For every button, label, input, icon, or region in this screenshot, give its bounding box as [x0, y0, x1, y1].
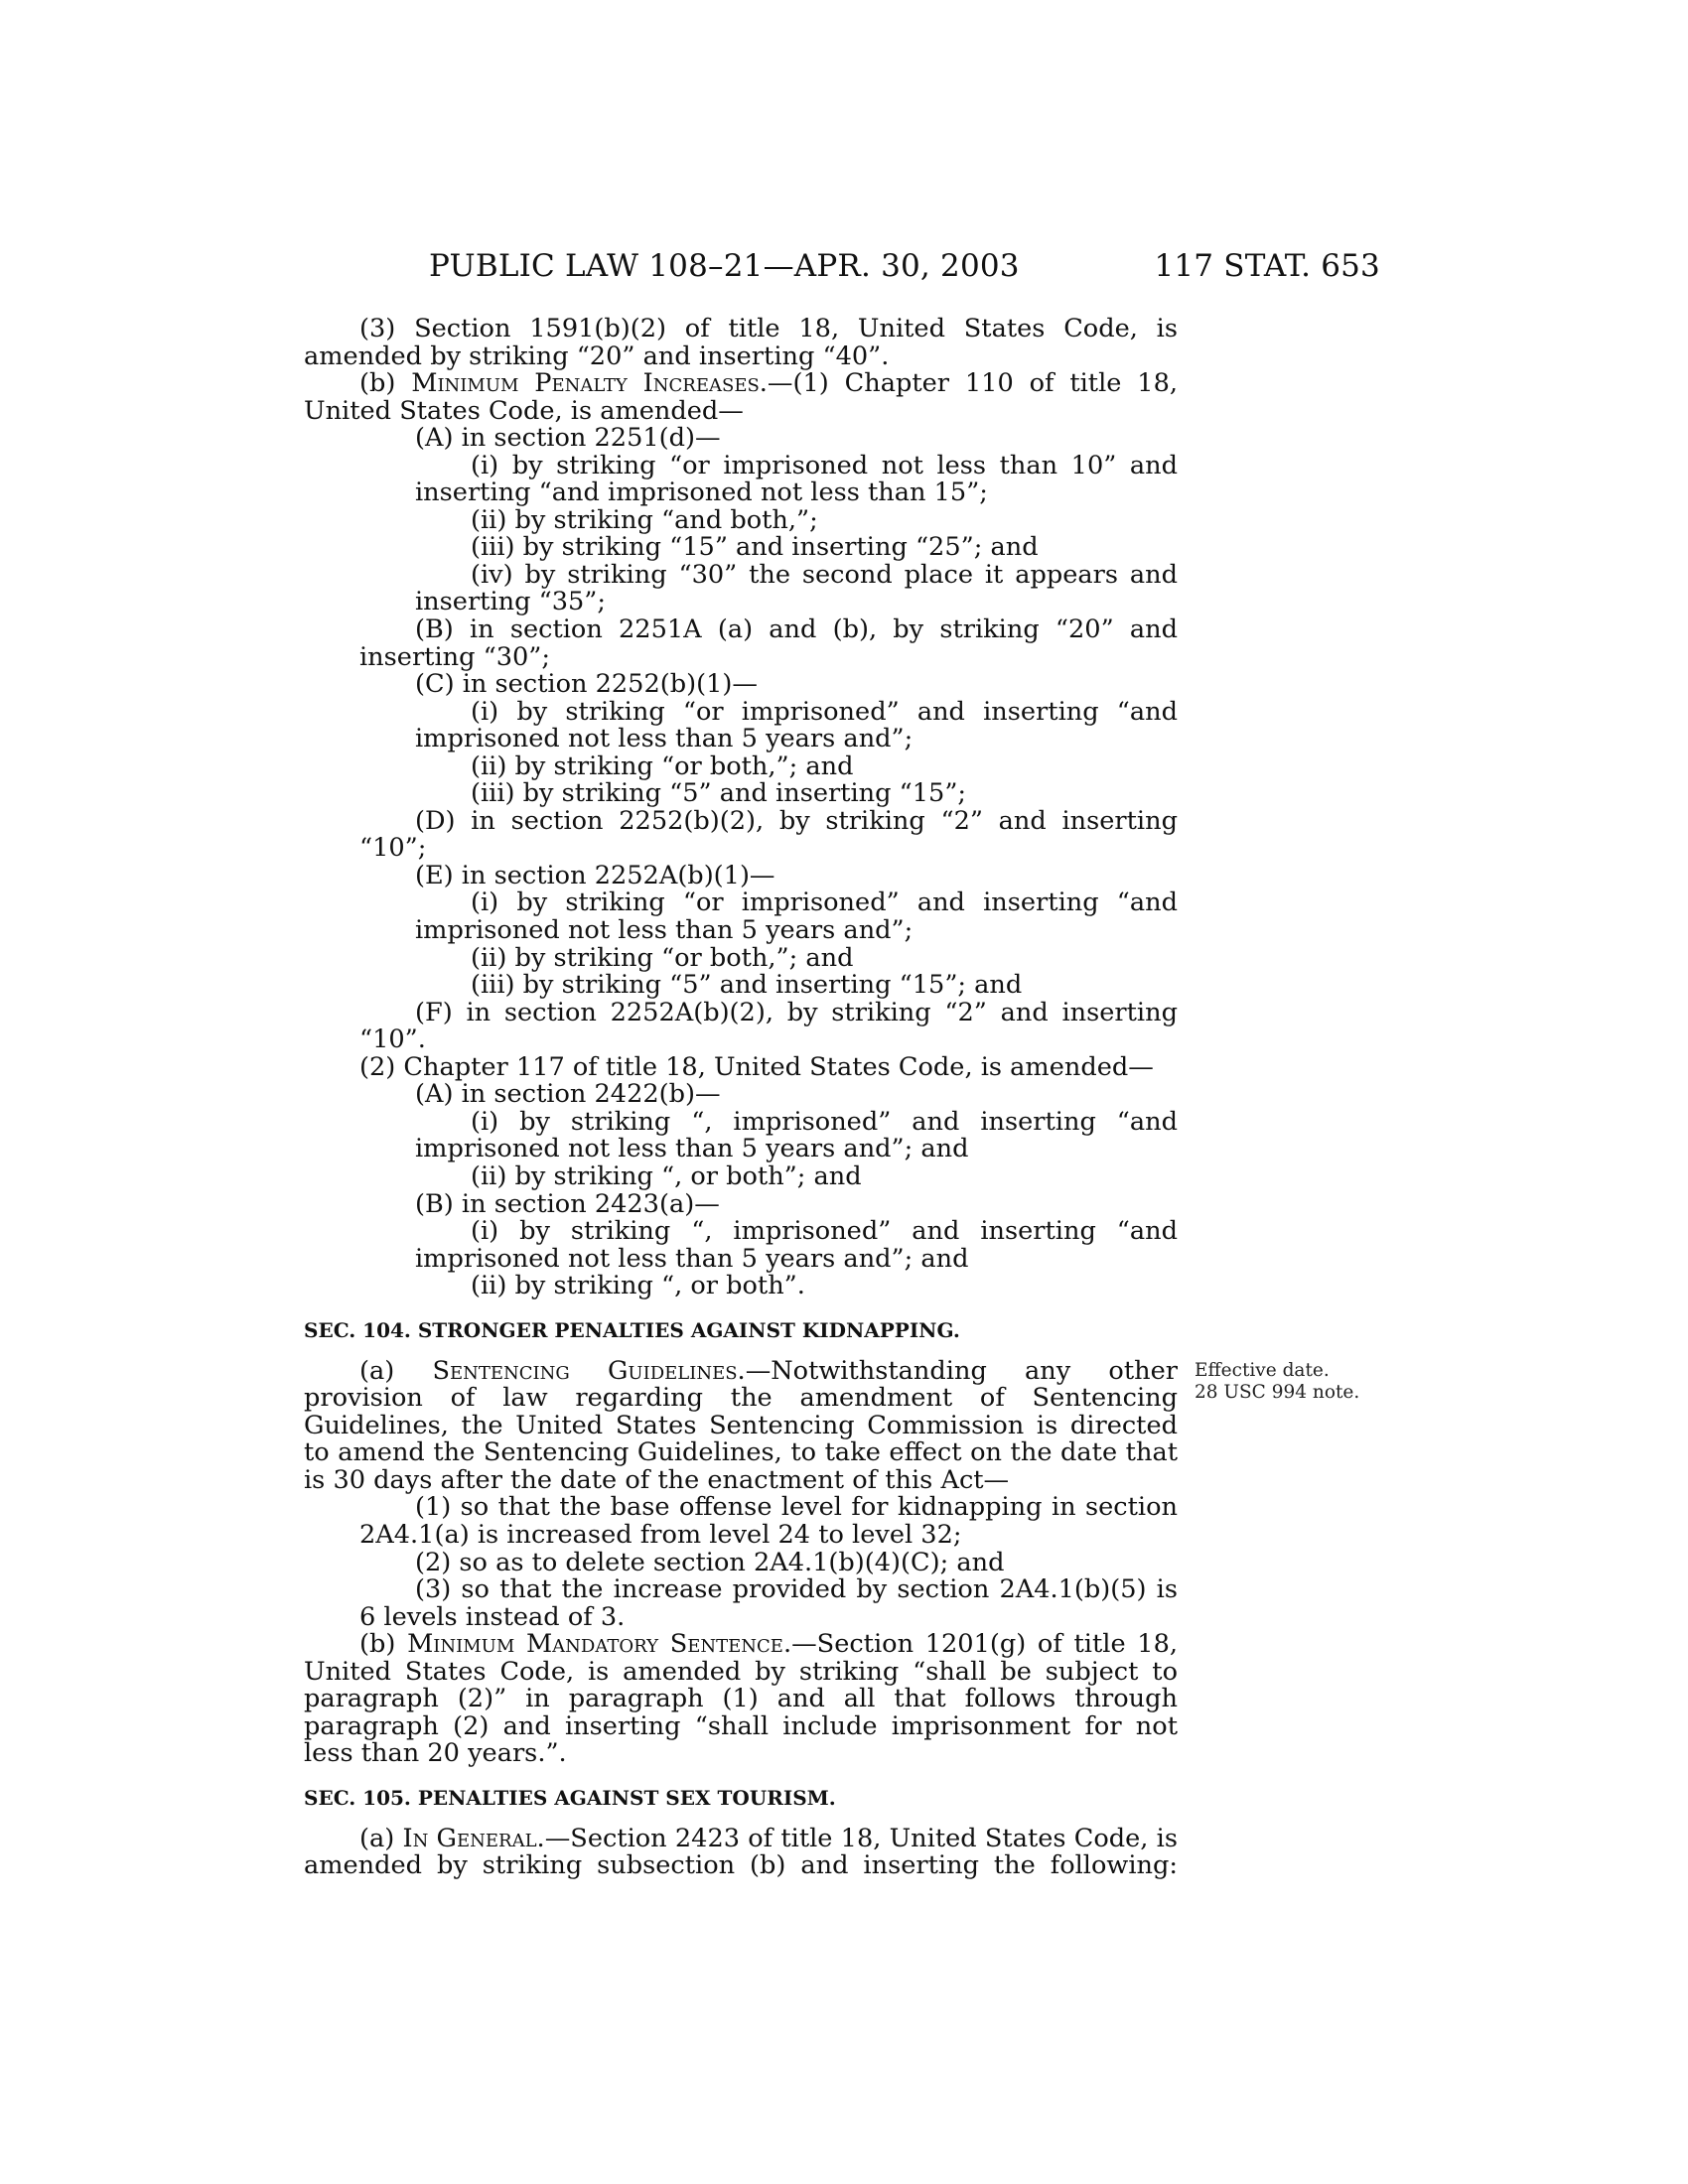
section-104-item-2: (2) so as to delete section 2A4.1(b)(4)(C); and	[415, 1547, 1005, 1577]
clause-E: (E) in section 2252A(b)(1)—	[415, 860, 775, 890]
header-page-number: 117 STAT. 653	[1154, 248, 1380, 284]
clause-C-i: (i) by striking “or imprisoned” and inserting “and imprisoned not less than 5 years and”;	[415, 696, 1178, 754]
header-title: PUBLIC LAW 108–21—APR. 30, 2003	[429, 248, 1020, 284]
clause-A-iv: (iv) by striking “30” the second place it appears and inserting “35”;	[415, 559, 1178, 617]
section-104-b: (b) Minimum Mandatory Sentence.—Section 1201(g) of title 18, United States Code, is amended by striking “shall be subject to paragraph (2)” in paragraph (1) and all that follows through paragraph (2) and inserting “shall include imprisonment for not less than 20 years.”.	[304, 1629, 1178, 1769]
margin-note	[1195, 1360, 1359, 1404]
clause-C-ii: (ii) by striking “or both,”; and	[471, 751, 854, 781]
clause-2-B: (B) in section 2423(a)—	[415, 1188, 720, 1219]
clause-E-i: (i) by striking “or imprisoned” and inserting “and imprisoned not less than 5 years and”;	[415, 887, 1178, 946]
clause-C-iii: (iii) by striking “5” and inserting “15”;	[471, 778, 967, 809]
paragraph-b: (b) Minimum Penalty Increases.—(1) Chapter 110 of title 18, United States Code, is amended—	[304, 368, 1178, 426]
clause-2-B-ii: (ii) by striking “, or both”.	[471, 1271, 805, 1301]
running-header	[429, 248, 1380, 288]
section-104-item-1: (1) so that the base offense level for kidnapping in section 2A4.1(a) is increased from level 24 to level 32;	[359, 1492, 1178, 1550]
subsection-heading: Sentencing Guidelines.	[432, 1355, 746, 1386]
clause-E-iii: (iii) by striking “5” and inserting “15”; and	[471, 970, 1023, 1001]
clause-2-A: (A) in section 2422(b)—	[415, 1079, 721, 1110]
clause-F: (F) in section 2252A(b)(2), by striking “2” and inserting “10”.	[359, 997, 1178, 1055]
clause-A-ii: (ii) by striking “and both,”;	[471, 504, 818, 535]
section-104-a: (a) Sentencing Guidelines.—Notwithstanding any other provision of law regarding the amendment of Sentencing Guidelines, the United States Sentencing Commission is directed to amend the Sentencing Guidelines, to take effect on the date that is 30 days after the date of the enactment of this Act—	[304, 1355, 1178, 1495]
clause-2-A-i: (i) by striking “, imprisoned” and inserting “and imprisoned not less than 5 years and”; and	[415, 1106, 1178, 1164]
clause-A-iii: (iii) by striking “15” and inserting “25”; and	[471, 532, 1039, 563]
section-104-item-3: (3) so that the increase provided by section 2A4.1(b)(5) is 6 levels instead of 3.	[359, 1574, 1178, 1632]
margin-note-effective-date: Effective date.	[1195, 1360, 1330, 1381]
clause-2-A-ii: (ii) by striking “, or both”; and	[471, 1160, 862, 1191]
subsection-heading: Minimum Mandatory Sentence.	[407, 1629, 792, 1660]
paragraph-a3: (3) Section 1591(b)(2) of title 18, United States Code, is amended by striking “20” and inserting “40”.	[304, 314, 1178, 371]
clause-B: (B) in section 2251A (a) and (b), by striking “20” and inserting “30”;	[359, 614, 1178, 672]
margin-note-citation: 28 USC 994 note.	[1195, 1382, 1360, 1403]
clause-A-i: (i) by striking “or imprisoned not less than 10” and inserting “and imprisoned not less than 15”;	[415, 450, 1178, 508]
section-105-a: (a) In General.—Section 2423 of title 18, United States Code, is amended by striking subsection (b) and inserting the following:	[304, 1823, 1178, 1881]
section-104-heading: SEC. 104. STRONGER PENALTIES AGAINST KIDNAPPING.	[304, 1317, 960, 1342]
document-body	[304, 316, 1178, 1880]
clause-2-B-i: (i) by striking “, imprisoned” and inserting “and imprisoned not less than 5 years and”; and	[415, 1216, 1178, 1274]
clause-D: (D) in section 2252(b)(2), by striking “2” and inserting “10”;	[359, 805, 1178, 864]
paragraph-2: (2) Chapter 117 of title 18, United States Code, is amended—	[359, 1051, 1154, 1082]
section-105-heading: SEC. 105. PENALTIES AGAINST SEX TOURISM.	[304, 1785, 836, 1810]
clause-E-ii: (ii) by striking “or both,”; and	[471, 942, 854, 973]
clause-A: (A) in section 2251(d)—	[415, 423, 721, 454]
subsection-heading: In General.	[402, 1823, 545, 1853]
clause-C: (C) in section 2252(b)(1)—	[415, 669, 758, 700]
subsection-heading: Minimum Penalty Increases.	[411, 368, 768, 399]
